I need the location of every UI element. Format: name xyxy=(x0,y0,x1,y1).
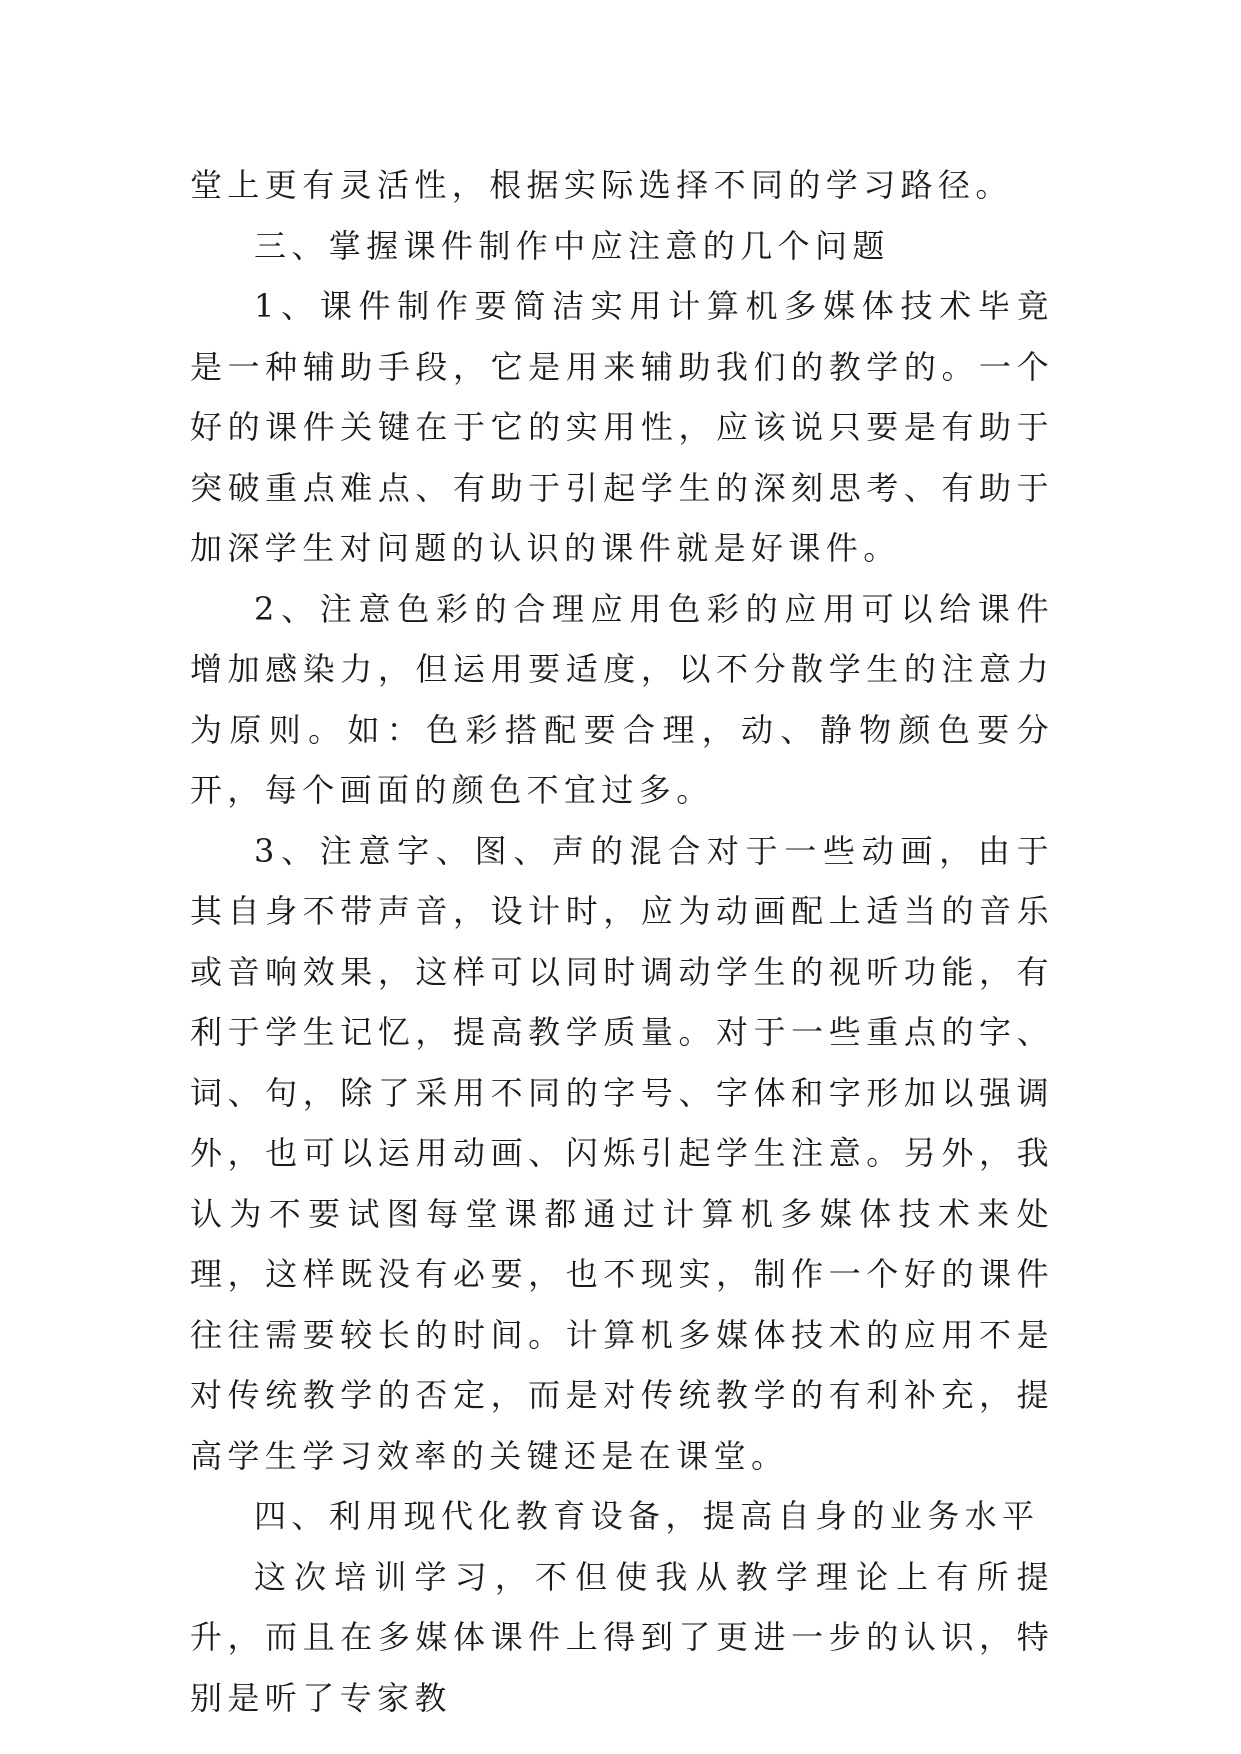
paragraph-point-1: 1、课件制作要简洁实用计算机多媒体技术毕竟是一种辅助手段，它是用来辅助我们的教学的。一个好的课件关键在于它的实用性，应该说只要是有助于突破重点难点、有助于引起学生的深刻思考、有助于加深学生对问题的认识的课件就是好课件。 xyxy=(190,287,1054,567)
section-heading-4: 四、利用现代化教育设备，提高自身的业务水平 xyxy=(254,1497,1040,1535)
section-heading-3: 三、掌握课件制作中应注意的几个问题 xyxy=(254,226,890,265)
paragraph-point-3: 3、注意字、图、声的混合对于一些动画，由于其自身不带声音，设计时，应为动画配上适当的音乐或音响效果，这样可以同时调动学生的视听功能，有利于学生记忆，提高教学质量。对于一些重点的字、词、句，除了采用不同的字号、字体和字形加以强调外，也可以运用动画、闪烁引起学生注意。另外，我认为不要试图每堂课都通过计算机多媒体技术来处理，这样既没有必要，也不现实，制作一个好的课件往往需要较长的时间。计算机多媒体技术的应用不是对传统教学的否定，而是对传统教学的有利补充，提高学生学习效率的关键还是在课堂。 xyxy=(190,831,1054,1475)
body-text xyxy=(190,155,1054,1728)
paragraph-point-2: 2、注意色彩的合理应用色彩的应用可以给课件增加感染力，但运用要适度，以不分散学生的注意力为原则。如：色彩搭配要合理，动、静物颜色要分开，每个画面的颜色不宜过多。 xyxy=(190,589,1054,809)
paragraph-training: 这次培训学习，不但使我从教学理论上有所提升，而且在多媒体课件上得到了更进一步的认识，特别是听了专家教 xyxy=(190,1557,1054,1717)
paragraph-continuation: 堂上更有灵活性，根据实际选择不同的学习路径。 xyxy=(190,166,1013,204)
